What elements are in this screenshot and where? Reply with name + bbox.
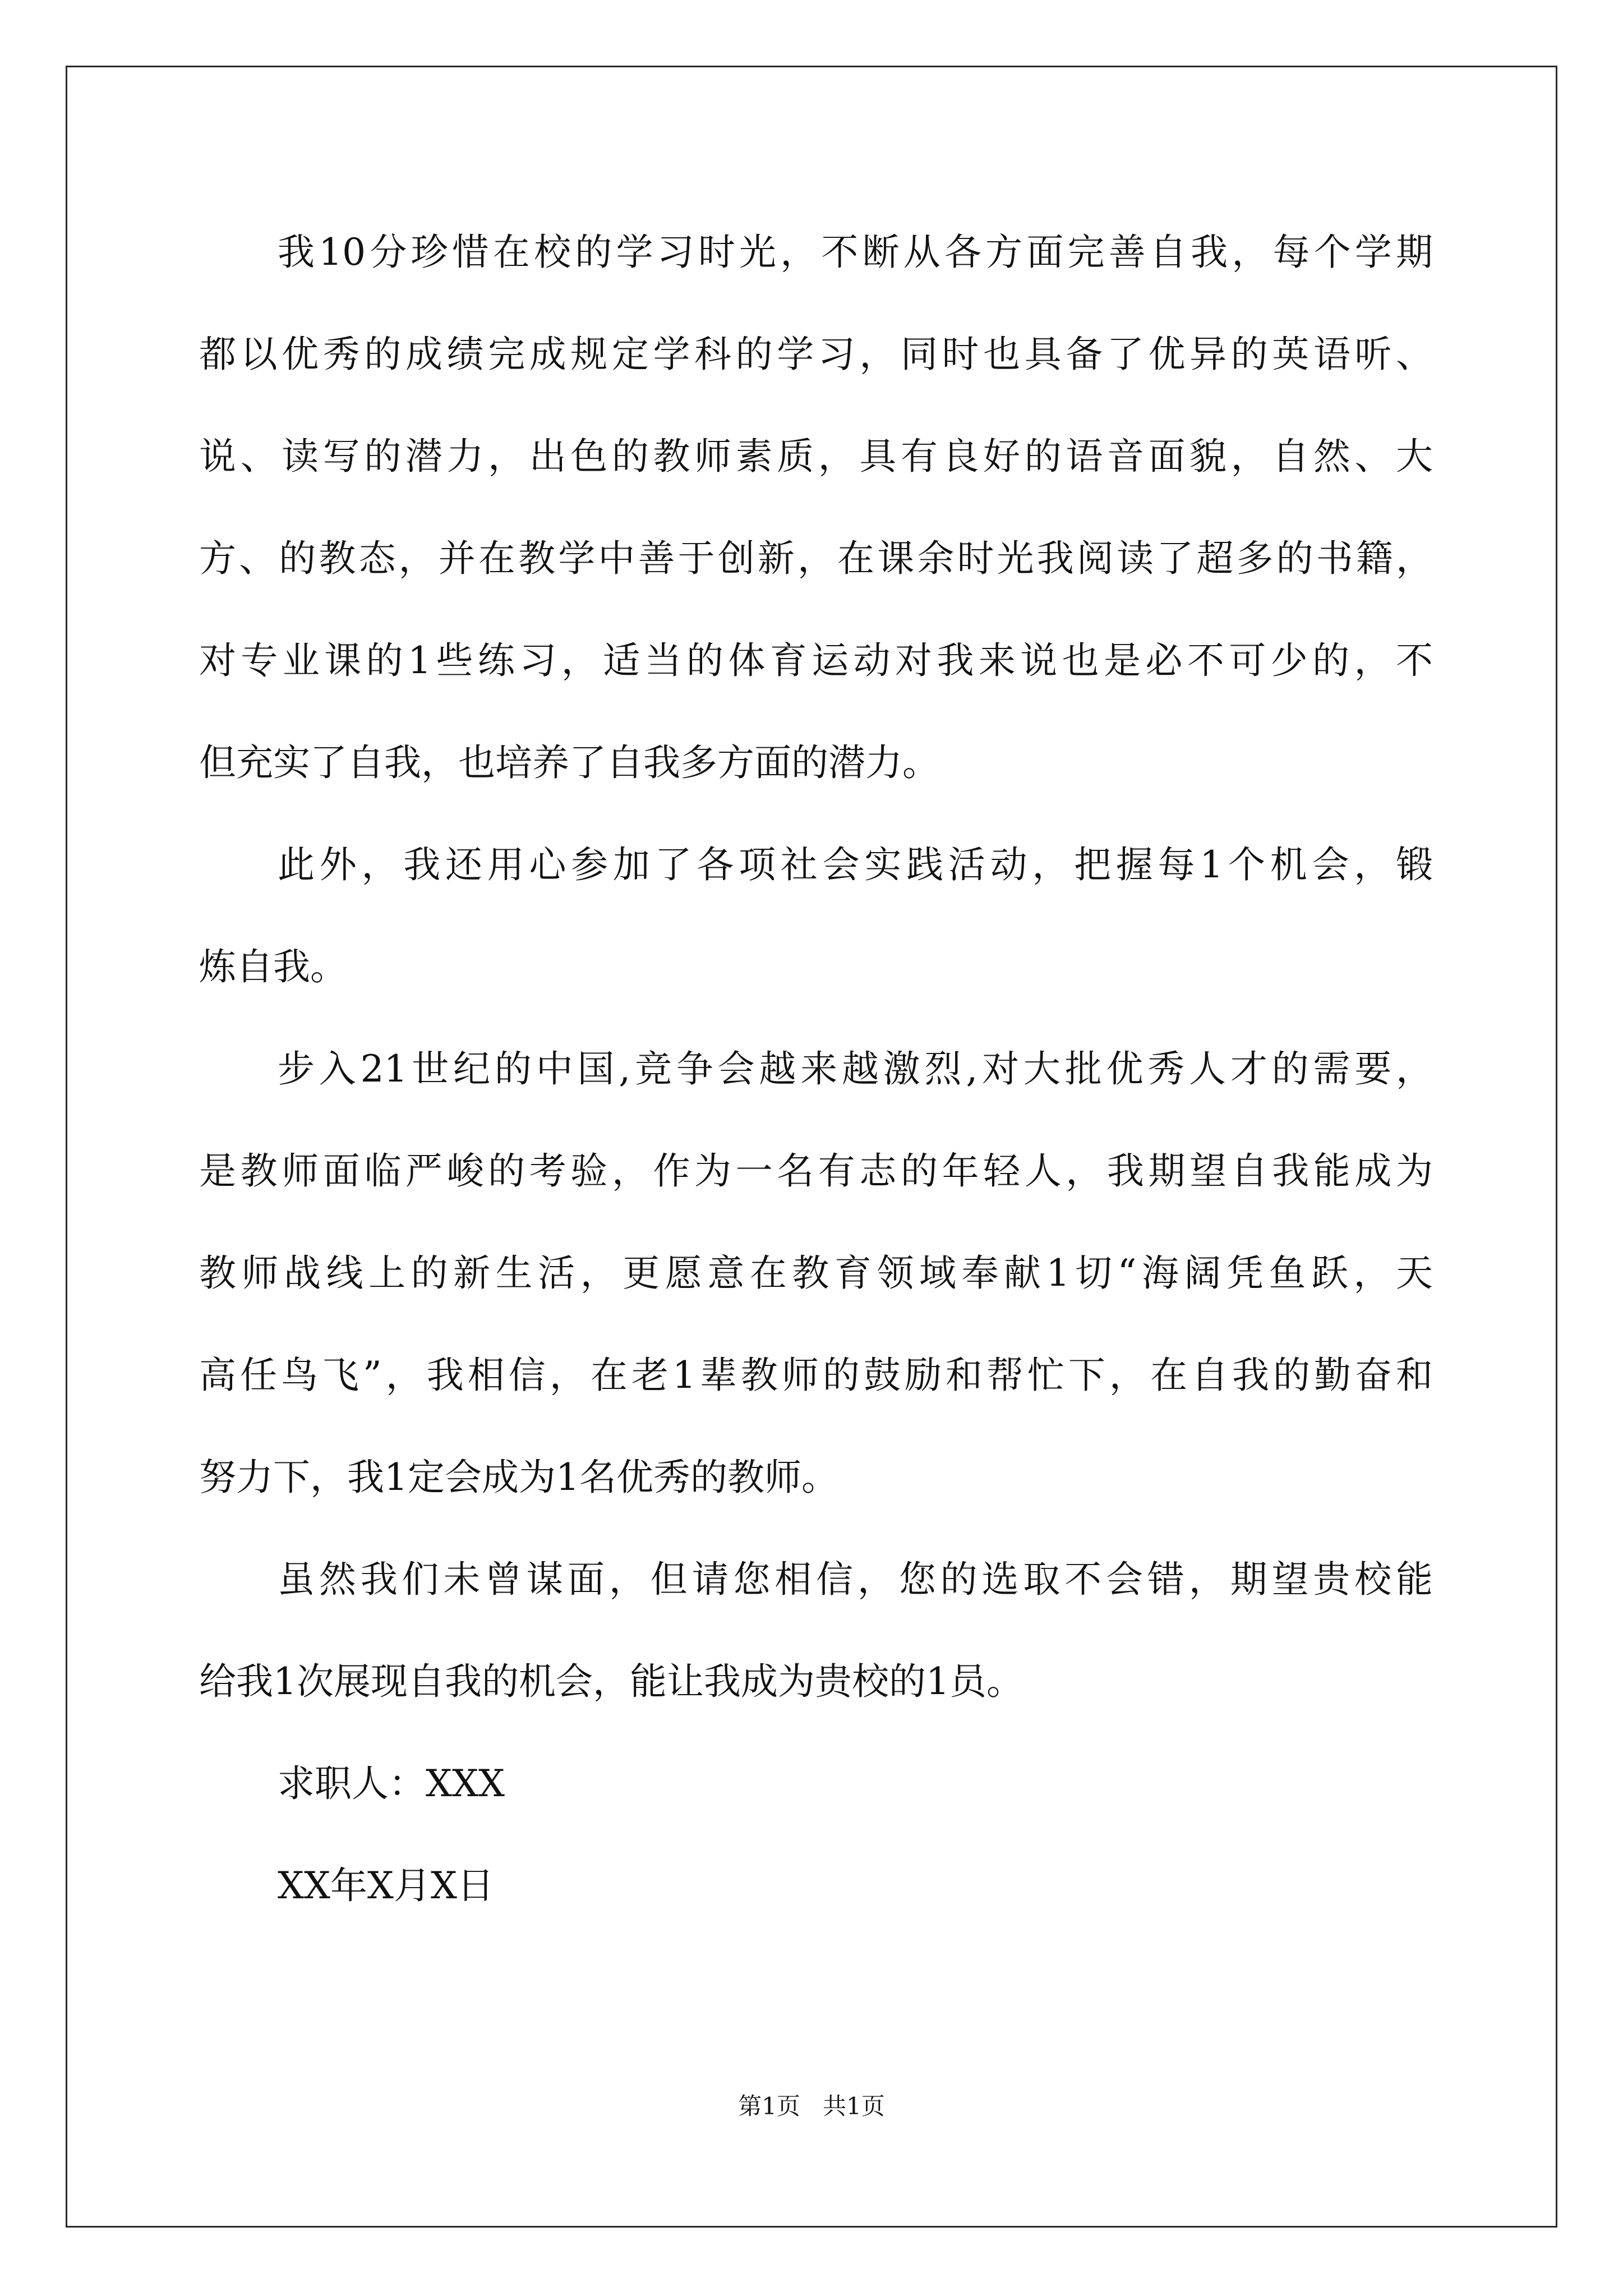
page-total: 共1页 bbox=[823, 2092, 885, 2120]
paragraph-line: 给我1次展现自我的机会，能让我成为贵校的1员。 bbox=[199, 1660, 1023, 1703]
applicant-signature: 求职人：XXX bbox=[278, 1762, 505, 1805]
paragraph-line: 但充实了自我，也培养了自我多方面的潜力。 bbox=[199, 741, 939, 784]
paragraph-line: 努力下，我1定会成为1名优秀的教师。 bbox=[199, 1456, 838, 1499]
paragraph-line: 步入21世纪的中国,竞争会越来越激烈,对大批优秀人才的需要， bbox=[278, 1047, 1433, 1091]
letter-date: XX年X月X日 bbox=[278, 1864, 494, 1907]
paragraph-line: 对专业课的1些练习，适当的体育运动对我来说也是必不可少的，不 bbox=[199, 639, 1433, 682]
letter-body bbox=[199, 219, 1433, 1954]
paragraph-line: 是教师面临严峻的考验，作为一名有志的年轻人，我期望自我能成为 bbox=[199, 1149, 1433, 1193]
paragraph-line: 此外，我还用心参加了各项社会实践活动，把握每1个机会，锻 bbox=[278, 843, 1433, 886]
paragraph-line: 说、读写的潜力，出色的教师素质，具有良好的语音面貌，自然、大 bbox=[199, 435, 1433, 478]
paragraph-line: 都以优秀的成绩完成规定学科的学习，同时也具备了优异的英语听、 bbox=[199, 333, 1433, 376]
paragraph-line: 我10分珍惜在校的学习时光，不断从各方面完善自我，每个学期 bbox=[278, 231, 1433, 274]
paragraph-line: 炼自我。 bbox=[199, 945, 347, 988]
paragraph-line: 高任鸟飞”，我相信，在老1辈教师的鼓励和帮忙下，在自我的勤奋和 bbox=[199, 1354, 1433, 1397]
page-footer bbox=[0, 2090, 1623, 2123]
paragraph-line: 方、的教态，并在教学中善于创新，在课余时光我阅读了超多的书籍， bbox=[199, 537, 1433, 580]
page-number: 第1页 bbox=[738, 2092, 800, 2120]
paragraph-line: 教师战线上的新生活，更愿意在教育领域奉献1切“海阔凭鱼跃，天 bbox=[199, 1251, 1433, 1295]
paragraph-line: 虽然我们未曾谋面，但请您相信，您的选取不会错，期望贵校能 bbox=[278, 1558, 1433, 1601]
